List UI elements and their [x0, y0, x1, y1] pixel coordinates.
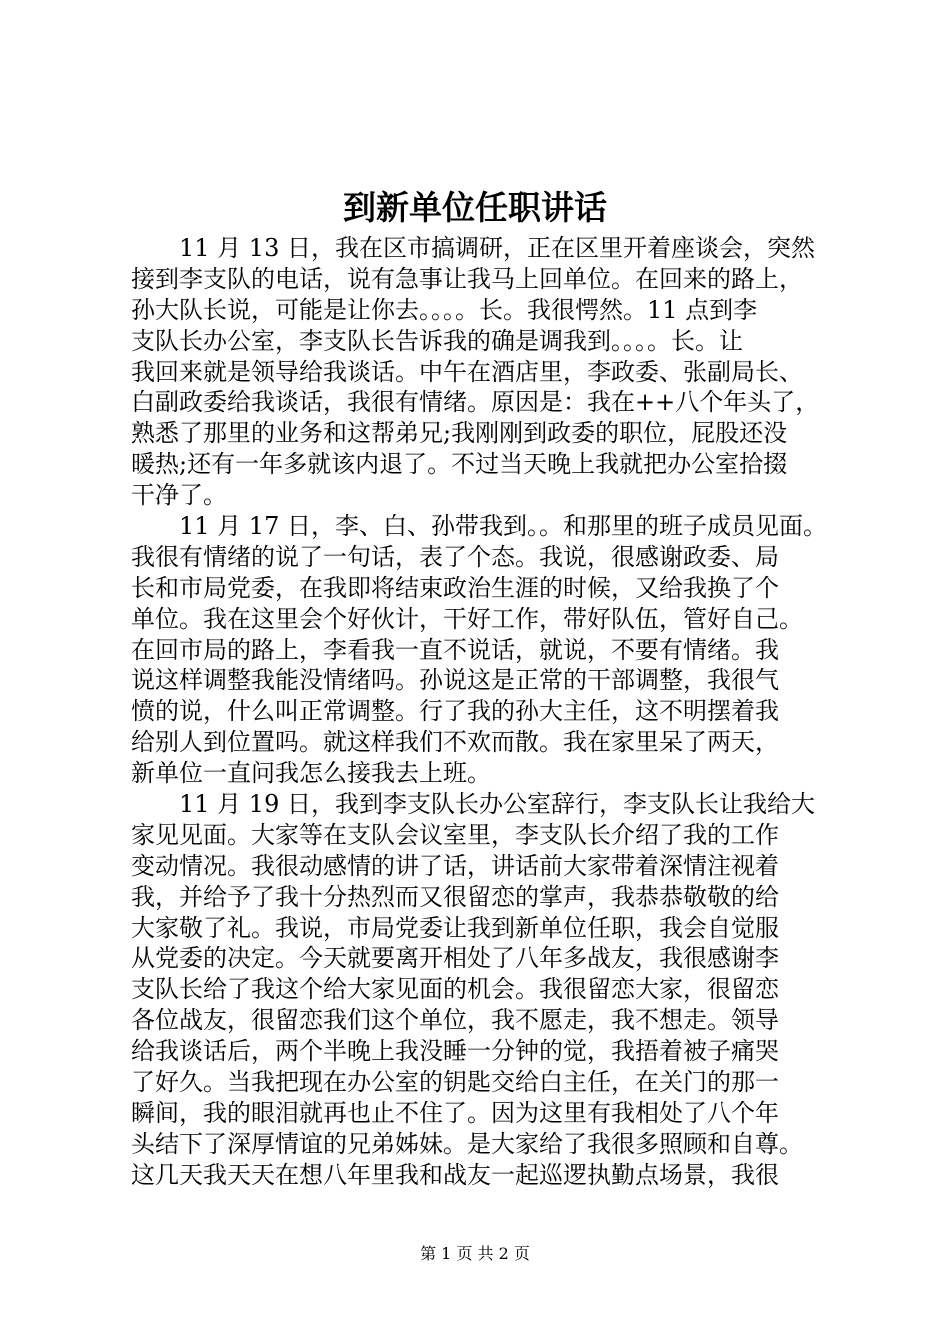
text-line: 这几天我天天在想八年里我和战友一起巡逻执勤点场景，我很	[131, 1160, 779, 1189]
text-line: 暖热;还有一年多就该内退了。不过当天晚上我就把办公室拾掇	[131, 450, 788, 479]
text-line: 接到李支队的电话，说有急事让我马上回单位。在回来的路上，	[131, 264, 803, 293]
text-line: 家见见面。大家等在支队会议室里，李支队长介绍了我的工作	[131, 820, 779, 849]
text-line: 我很有情绪的说了一句话，表了个态。我说，很感谢政委、局	[131, 542, 779, 571]
paragraph	[131, 789, 831, 1191]
text-line: 说这样调整我能没情绪吗。孙说这是正常的干部调整，我很气	[131, 666, 779, 695]
text-line: 白副政委给我谈话，我很有情绪。原因是：我在++八个年头了，	[131, 388, 820, 417]
text-line: 干净了。	[131, 481, 227, 510]
text-line: 熟悉了那里的业务和这帮弟兄;我刚刚到政委的职位，屁股还没	[131, 419, 788, 448]
text-line: 11 月 19 日，我到李支队长办公室辞行，李支队长让我给大	[131, 790, 815, 819]
paragraph	[131, 511, 831, 789]
text-line: 我，并给予了我十分热烈而又很留恋的掌声，我恭恭敬敬的给	[131, 882, 779, 911]
document-body	[131, 233, 831, 1191]
text-line: 了好久。当我把现在办公室的钥匙交给白主任，在关门的那一	[131, 1068, 779, 1097]
text-line: 孙大队长说，可能是让你去。。。。长。我很愕然。11 点到李	[131, 295, 758, 324]
paragraph	[131, 233, 831, 511]
text-line: 支队长办公室，李支队长告诉我的确是调我到。。。。长。让	[131, 326, 743, 355]
page-footer: 第 1 页 共 2 页	[420, 1244, 530, 1263]
text-line: 给我谈话后，两个半晚上我没睡一分钟的觉，我捂着被子痛哭	[131, 1037, 779, 1066]
text-line: 变动情况。我很动感情的讲了话，讲话前大家带着深情注视着	[131, 851, 779, 880]
text-line: 11 月 13 日，我在区市搞调研，正在区里开着座谈会，突然	[131, 234, 815, 262]
text-line: 我回来就是领导给我谈话。中午在酒店里，李政委、张副局长、	[131, 357, 803, 386]
text-line: 在回市局的路上，李看我一直不说话，就说，不要有情绪。我	[131, 635, 779, 664]
text-line: 愤的说，什么叫正常调整。行了我的孙大主任，这不明摆着我	[131, 697, 779, 726]
document-title: 到新单位任职讲话	[343, 188, 607, 227]
text-line: 头结下了深厚情谊的兄弟姊妹。是大家给了我很多照顾和自尊。	[131, 1129, 803, 1158]
text-line: 瞬间，我的眼泪就再也止不住了。因为这里有我相处了八个年	[131, 1098, 779, 1127]
text-line: 长和市局党委，在我即将结束政治生涯的时候，又给我换了个	[131, 573, 779, 602]
text-line: 11 月 17 日，李、白、孙带我到。。和那里的班子成员见面。	[131, 512, 827, 541]
text-line: 单位。我在这里会个好伙计，干好工作，带好队伍，管好自己。	[131, 604, 803, 633]
text-line: 大家敬了礼。我说，市局党委让我到新单位任职，我会自觉服	[131, 913, 779, 942]
text-line: 新单位一直问我怎么接我去上班。	[131, 759, 491, 788]
text-line: 支队长给了我这个给大家见面的机会。我很留恋大家，很留恋	[131, 975, 779, 1004]
text-line: 给别人到位置吗。就这样我们不欢而散。我在家里呆了两天，	[131, 728, 779, 757]
text-line: 各位战友，很留恋我们这个单位，我不愿走，我不想走。领导	[131, 1006, 779, 1035]
text-line: 从党委的决定。今天就要离开相处了八年多战友，我很感谢李	[131, 944, 779, 973]
